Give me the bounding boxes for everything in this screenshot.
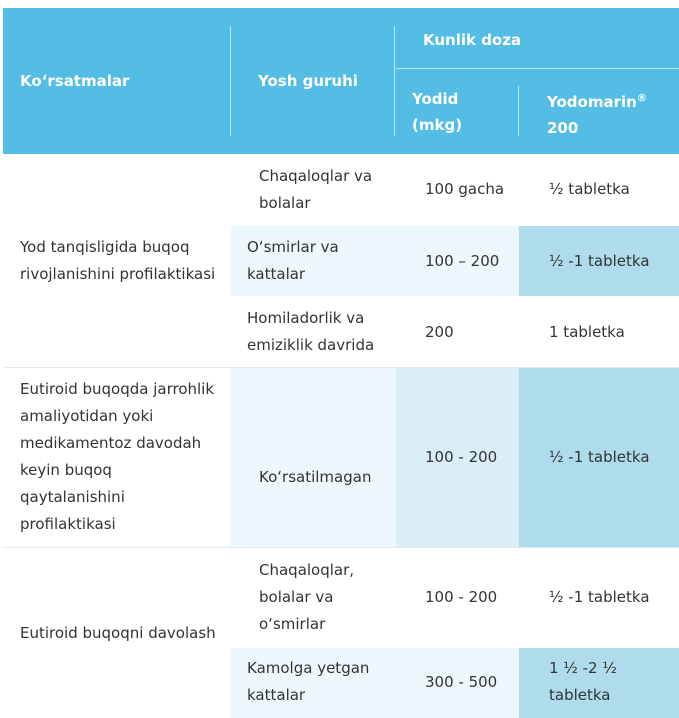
age-cell xyxy=(247,234,339,288)
header-yodomarin-name: Yodomarin xyxy=(547,93,637,111)
header-iodine-line1: Yodid xyxy=(412,90,459,108)
registered-mark: ® xyxy=(636,93,647,104)
indication-cell xyxy=(20,234,215,288)
header-indications: Koʻrsatmalar xyxy=(20,72,130,90)
age-line: kattalar xyxy=(247,686,306,704)
age-line: Chaqaloqlar, xyxy=(259,561,355,579)
age-cell: Koʻrsatilmagan xyxy=(259,468,372,486)
indication-line: qaytalanishini xyxy=(20,488,125,506)
age-line: Homiladorlik va xyxy=(247,309,365,327)
age-line: oʻsmirlar xyxy=(259,615,326,633)
indication-cell: Eutiroid buqoqni davolash xyxy=(20,624,216,642)
iodine-cell: 100 - 200 xyxy=(425,588,498,606)
header-divider xyxy=(518,86,519,136)
tablets-cell xyxy=(549,655,617,709)
iodine-cell: 100 - 200 xyxy=(425,448,498,466)
tablets-line: tabletka xyxy=(549,686,611,704)
header-divider xyxy=(396,68,679,69)
age-line: Chaqaloqlar va xyxy=(259,167,373,185)
header-divider xyxy=(230,26,231,136)
age-line: kattalar xyxy=(247,265,306,283)
age-line: bolalar xyxy=(259,194,311,212)
header-age-group: Yosh guruhi xyxy=(258,72,358,90)
tablets-cell: 1 tabletka xyxy=(549,323,625,341)
header-iodine xyxy=(412,86,462,138)
table-header xyxy=(3,8,679,154)
age-line: emiziklik davrida xyxy=(247,336,375,354)
tablets-cell: ½ -1 tabletka xyxy=(549,588,650,606)
age-cell xyxy=(259,163,372,217)
header-divider xyxy=(394,26,395,136)
indication-line: Yod tanqisligida buqoq xyxy=(20,238,190,256)
age-line: bolalar va xyxy=(259,588,334,606)
tablets-cell: ½ -1 tabletka xyxy=(549,448,650,466)
header-yodomarin-dose: 200 xyxy=(547,119,579,137)
indication-line: profilaktikasi xyxy=(20,515,116,533)
header-iodine-line2: (mkg) xyxy=(412,116,463,134)
iodine-cell: 300 - 500 xyxy=(425,673,498,691)
indication-line: medikamentoz davodah xyxy=(20,434,202,452)
iodine-cell: 100 gacha xyxy=(425,180,505,198)
iodine-cell: 100 – 200 xyxy=(425,252,500,270)
indication-line: keyin buqoq xyxy=(20,461,112,479)
iodine-cell: 200 xyxy=(425,323,454,341)
row-shade-light xyxy=(230,368,396,547)
tablets-cell: ½ -1 tabletka xyxy=(549,252,650,270)
indication-cell xyxy=(20,376,214,538)
header-yodomarin xyxy=(547,86,647,141)
age-cell xyxy=(247,305,374,359)
tablets-line: 1 ½ -2 ½ xyxy=(549,659,617,677)
age-cell xyxy=(247,655,369,709)
age-line: Kamolga yetgan xyxy=(247,659,370,677)
age-cell xyxy=(259,557,354,638)
section-divider xyxy=(3,547,679,548)
tablets-cell: ½ tabletka xyxy=(549,180,630,198)
indication-line: Eutiroid buqoqda jarrohlik xyxy=(20,380,215,398)
age-line: Oʻsmirlar va xyxy=(247,238,339,256)
header-daily-dose: Kunlik doza xyxy=(423,31,522,49)
indication-line: rivojlanishini profilaktikasi xyxy=(20,265,216,283)
indication-line: amaliyotidan yoki xyxy=(20,407,154,425)
